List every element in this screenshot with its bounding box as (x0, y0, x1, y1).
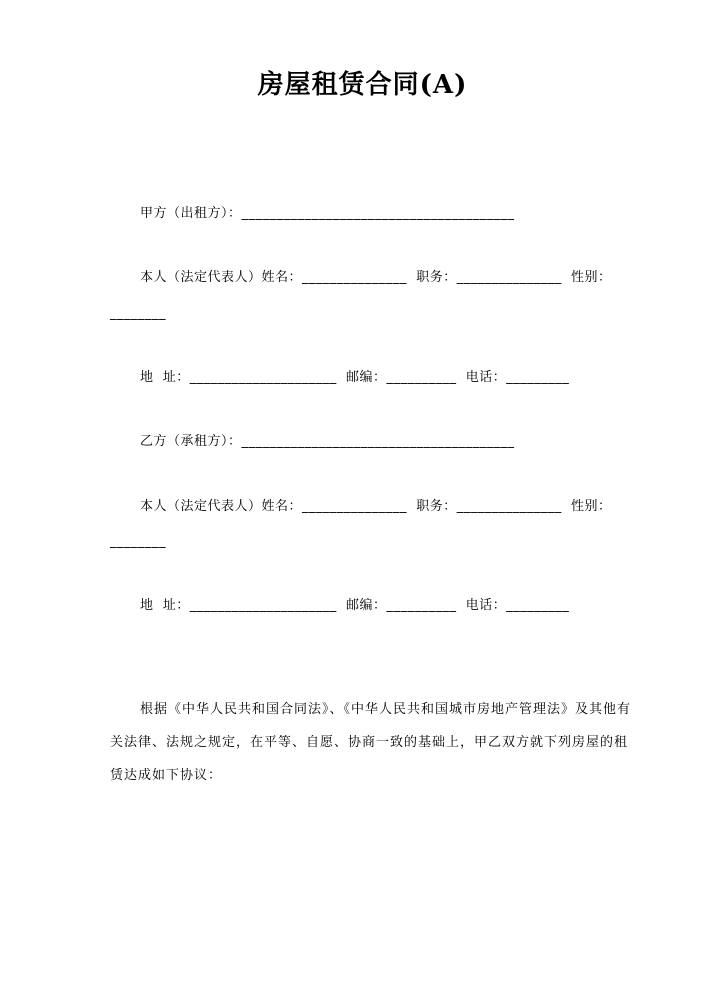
preamble-text: 根据《中华人民共和国合同法》、《中华人民共和国城市房地产管理法》及其他有关法律、法规之规定，在平等、自愿、协商一致的基础上，甲乙双方就下列房屋的租赁达成如下协议： (110, 702, 632, 783)
party-b-address-line: 地 址：_____________________ 邮编：__________ 电话：_________ (140, 598, 570, 613)
party-b-line (140, 434, 515, 450)
preamble-paragraph (110, 693, 640, 792)
party-b-label: 乙方（承租方）： (140, 434, 242, 449)
party-a-line (140, 206, 515, 222)
party-a-label: 甲方（出租方）： (140, 206, 242, 221)
party-b-name-blank: _______________________________________ (241, 434, 515, 449)
party-b-gender-blank: ________ (110, 534, 166, 549)
party-a-address-line: 地 址：_____________________ 邮编：__________ 电话：_________ (140, 370, 570, 385)
document-title: 房屋租赁合同(A) (257, 70, 468, 100)
party-a-gender-blank: ________ (110, 306, 166, 321)
party-b-representative-line: 本人（法定代表人）姓名：_______________ 职务：_______________ 性别： (140, 499, 612, 514)
party-a-representative-line: 本人（法定代表人）姓名：_______________ 职务：_______________ 性别： (140, 270, 612, 285)
party-a-name-blank: _______________________________________ (241, 206, 515, 221)
